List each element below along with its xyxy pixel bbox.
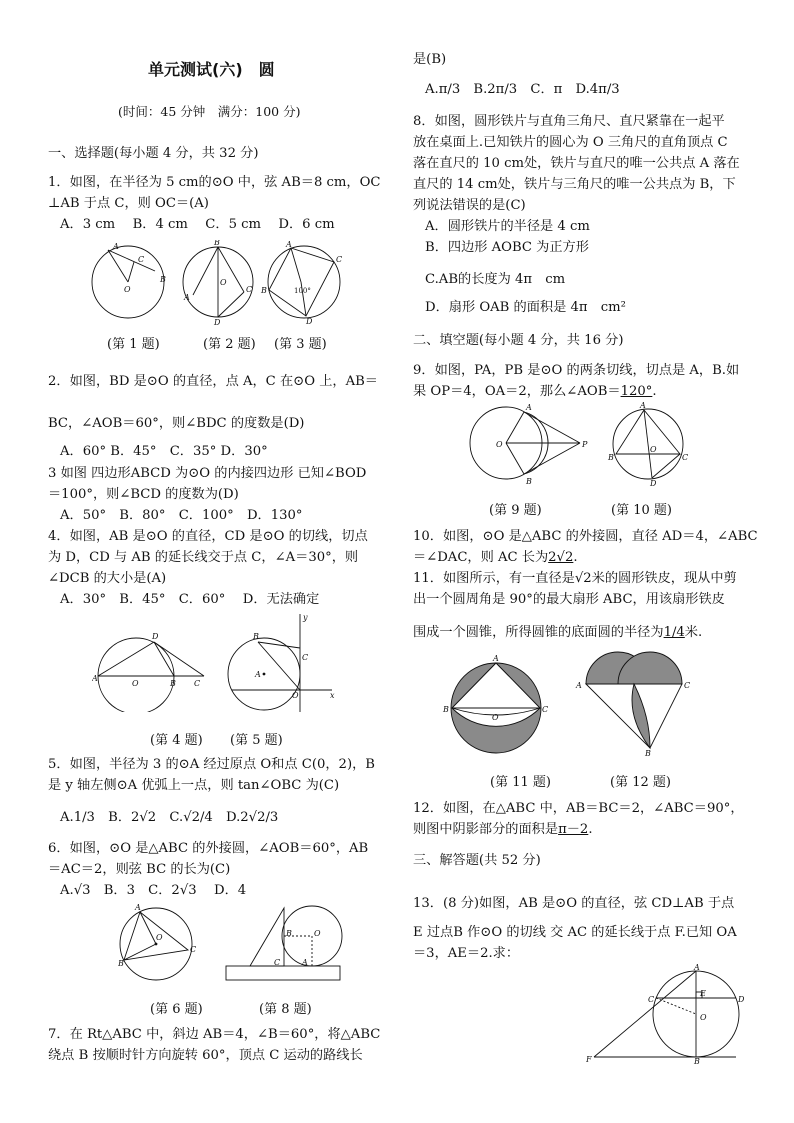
q3-line-2: ＝100°，则∠BCD 的度数为(D) xyxy=(48,487,239,502)
svg-text:O: O xyxy=(700,1013,707,1022)
svg-text:P: P xyxy=(582,440,588,449)
q9-line-1: 9．如图，PA，PB 是⊙O 的两条切线，切点是 A，B.如 xyxy=(413,363,740,378)
figure-3 xyxy=(268,246,343,318)
q9-end: . xyxy=(652,384,657,399)
q11-line-2: 出一个圆周角是 90°的最大扇形 ABC，用该扇形铁皮 xyxy=(413,592,725,607)
page-subtitle: (时间：45 分钟 满分：100 分) xyxy=(118,104,301,119)
svg-text:A: A xyxy=(286,240,292,249)
svg-text:A: A xyxy=(113,242,119,251)
q4-options: A．30° B．45° C．60° D．无法确定 xyxy=(60,592,320,607)
svg-text:D: D xyxy=(214,318,221,325)
svg-text:O: O xyxy=(496,440,503,449)
q8-line-4: 直尺的 14 cm处，铁片与三角尺的唯一公共点为 B，下 xyxy=(413,177,736,192)
svg-text:B: B xyxy=(443,705,449,714)
svg-text:O: O xyxy=(156,933,163,942)
caption-fig-11: (第 11 题) xyxy=(490,775,551,790)
q13-line-2: E 过点B 作⊙O 的切线 交 AC 的延长线于点 F.已知 OA xyxy=(413,925,737,940)
svg-text:E: E xyxy=(700,989,706,998)
section-heading-solve: 三、解答题(共 52 分) xyxy=(413,853,541,868)
q5-line-2: 是 y 轴左侧⊙A 优弧上一点，则 tan∠OBC 为(C) xyxy=(48,778,340,793)
q5-options: A.1/3 B．2√2 C.√2/4 D.2√2/3 xyxy=(60,810,279,825)
q3-options: A．50° B．80° C．100° D．130° xyxy=(60,508,303,523)
svg-text:O: O xyxy=(650,445,657,454)
svg-text:C: C xyxy=(190,945,197,954)
q6-line-1: 6．如图，⊙O 是△ABC 的外接圆，∠AOB＝60°，AB xyxy=(48,841,369,856)
svg-text:C: C xyxy=(302,653,309,662)
figure-11 xyxy=(451,663,541,753)
q9-answer: 120° xyxy=(620,384,653,399)
q4-line-3: ∠DCB 的大小是(A) xyxy=(48,571,167,586)
figure-9 xyxy=(470,407,580,479)
q10-line-2 xyxy=(413,550,578,566)
svg-text:C: C xyxy=(274,958,281,967)
svg-text:x: x xyxy=(330,691,335,700)
q1-line-2: ⊥AB 于点 C，则 OC＝(A) xyxy=(48,196,209,211)
svg-text:F: F xyxy=(586,1055,592,1064)
caption-fig-5: (第 5 题) xyxy=(230,733,283,748)
svg-text:B: B xyxy=(645,749,651,758)
figures-9-10 xyxy=(466,400,690,486)
svg-text:A: A xyxy=(135,903,141,912)
svg-text:B: B xyxy=(170,679,176,688)
q6-options: A.√3 B．3 C．2√3 D．4 xyxy=(60,883,247,898)
caption-fig-6: (第 6 题) xyxy=(150,1002,203,1017)
svg-text:B: B xyxy=(694,1057,700,1064)
q12-end: . xyxy=(588,822,593,837)
svg-text:O: O xyxy=(124,285,131,294)
q8-option-b: B．四边形 AOBC 为正方形 xyxy=(425,240,589,255)
figure-1 xyxy=(92,246,164,318)
svg-text:B: B xyxy=(526,477,532,486)
svg-text:B: B xyxy=(214,240,220,247)
svg-text:D: D xyxy=(738,995,745,1004)
svg-text:A: A xyxy=(92,674,98,683)
svg-text:A: A xyxy=(640,401,646,410)
q7-line-2: 绕点 B 按顺时针方向旋转 60°，顶点 C 运动的路线长 xyxy=(48,1048,363,1063)
svg-text:B: B xyxy=(608,453,614,462)
figure-5 xyxy=(228,614,332,712)
svg-text:C: C xyxy=(542,705,549,714)
figure-10 xyxy=(613,409,683,479)
q4-line-2: 为 D，CD 与 AB 的延长线交于点 C，∠A＝30°，则 xyxy=(48,550,359,565)
figure-13 xyxy=(586,962,756,1064)
svg-text:C: C xyxy=(336,255,343,264)
q10-line-1: 10．如图，⊙O 是△ABC 的外接圆，直径 AD＝4，∠ABC xyxy=(413,529,758,544)
figure-2 xyxy=(183,247,253,317)
figures-11-12 xyxy=(440,650,720,758)
q4-line-1: 4．如图，AB 是⊙O 的直径，CD 是⊙O 的切线，切点 xyxy=(48,529,368,544)
q10-end: . xyxy=(573,550,578,565)
q11-text: 围成一个圆锥，所得圆锥的底面圆的半径为 xyxy=(413,625,664,640)
q5-line-1: 5．如图，半径为 3 的⊙A 经过原点 O和点 C(0，2)，B xyxy=(48,757,375,772)
q11-line-3 xyxy=(413,625,702,641)
svg-text:A: A xyxy=(255,670,261,679)
svg-text:O: O xyxy=(492,713,499,722)
caption-fig-12: (第 12 题) xyxy=(610,775,671,790)
svg-text:B: B xyxy=(118,959,124,968)
q8-line-2: 放在桌面上.已知铁片的圆心为 O 三角尺的直角顶点 C xyxy=(413,135,728,150)
svg-text:A: A xyxy=(184,293,190,302)
q12-text: 则图中阴影部分的面积是 xyxy=(413,822,559,837)
q7-options: A.π/3 B.2π/3 C．π D.4π/3 xyxy=(425,82,620,97)
svg-text:C: C xyxy=(246,285,253,294)
caption-fig-1: (第 1 题) xyxy=(107,337,160,352)
svg-text:D: D xyxy=(650,479,657,486)
svg-text:C: C xyxy=(682,453,689,462)
q10-answer: 2√2 xyxy=(548,550,574,565)
svg-text:C: C xyxy=(194,679,201,688)
section-heading-fill: 二、填空题(每小题 4 分，共 16 分) xyxy=(413,333,624,348)
caption-fig-3: (第 3 题) xyxy=(274,337,327,352)
q11-end: 米. xyxy=(684,625,703,640)
q13-line-3: ＝3，AE＝2.求： xyxy=(413,946,520,961)
q8-option-d: D．扇形 OAB 的面积是 4π cm² xyxy=(425,300,626,315)
caption-fig-9: (第 9 题) xyxy=(489,503,542,518)
svg-text:A: A xyxy=(694,963,700,972)
caption-fig-8: (第 8 题) xyxy=(259,1002,312,1017)
q12-line-1: 12．如图，在△ABC 中，AB＝BC＝2，∠ABC＝90°， xyxy=(413,801,744,816)
q2-options: A．60° B．45° C．35° D．30° xyxy=(60,444,268,459)
svg-text:A: A xyxy=(576,681,582,690)
svg-text:C: C xyxy=(648,995,655,1004)
q1-options: A．3 cm B．4 cm C．5 cm D．6 cm xyxy=(60,217,335,232)
caption-fig-4: (第 4 题) xyxy=(150,733,203,748)
q2-line-2: BC，∠AOB＝60°，则∠BDC 的度数是(D) xyxy=(48,416,305,431)
svg-text:A: A xyxy=(526,403,532,412)
q10-text: ＝∠DAC，则 AC 长为 xyxy=(413,550,549,565)
q9-line-2 xyxy=(413,384,657,400)
q8-option-a: A．圆形铁片的半径是 4 cm xyxy=(425,219,590,234)
q11-answer: 1/4 xyxy=(663,625,685,640)
q8-option-c: C.AB的长度为 4π cm xyxy=(425,272,566,287)
figure-8 xyxy=(226,906,342,980)
caption-fig-10: (第 10 题) xyxy=(611,503,672,518)
q7-line-1: 7．在 Rt△ABC 中，斜边 AB＝4，∠B＝60°，将△ABC xyxy=(48,1027,381,1042)
q8-line-5: 列说法错误的是(C) xyxy=(413,198,526,213)
page-title: 单元测试(六) 圆 xyxy=(148,60,275,79)
svg-text:O: O xyxy=(132,679,139,688)
svg-text:O: O xyxy=(292,691,299,700)
svg-text:B: B xyxy=(160,275,166,284)
q9-text: 果 OP＝4，OA＝2，那么∠AOB＝ xyxy=(413,384,621,399)
q12-answer: π－2 xyxy=(558,822,589,837)
q7-answer: 是(B) xyxy=(413,52,447,67)
figures-1-2-3 xyxy=(86,240,350,325)
q11-line-1: 11．如图所示，有一直径是√2米的圆形铁皮，现从中剪 xyxy=(413,571,737,586)
q1-line-1: 1．如图，在半径为 5 cm的⊙O 中，弦 AB＝8 cm，OC xyxy=(48,175,381,190)
svg-text:C: C xyxy=(138,255,145,264)
section-heading-choice: 一、选择题(每小题 4 分，共 32 分) xyxy=(48,146,259,161)
figures-4-5 xyxy=(92,612,342,712)
figure-4 xyxy=(98,638,204,712)
figure-12 xyxy=(586,652,682,752)
svg-text:O: O xyxy=(314,929,321,938)
svg-text:y: y xyxy=(303,613,308,622)
q3-line-1: 3 如图 四边形ABCD 为⊙O 的内接四边形 已知∠BOD xyxy=(48,466,367,481)
q8-line-1: 8．如图，圆形铁片与直角三角尺、直尺紧靠在一起平 xyxy=(413,114,725,129)
svg-text:D: D xyxy=(152,632,159,641)
q2-line-1: 2．如图，BD 是⊙O 的直径，点 A，C 在⊙O 上，AB＝ xyxy=(48,374,378,389)
q13-line-1: 13．(8 分)如图，AB 是⊙O 的直径，弦 CD⊥AB 于点 xyxy=(413,896,735,911)
caption-fig-2: (第 2 题) xyxy=(203,337,256,352)
svg-text:A: A xyxy=(302,958,308,967)
svg-text:B: B xyxy=(253,632,259,641)
q6-line-2: ＝AC＝2，则弦 BC 的长为(C) xyxy=(48,862,231,877)
svg-text:D: D xyxy=(306,317,313,325)
figures-6-8 xyxy=(118,900,348,992)
svg-text:O: O xyxy=(220,278,227,287)
svg-text:B: B xyxy=(261,286,267,295)
svg-text:A: A xyxy=(493,654,499,663)
q12-line-2 xyxy=(413,822,593,838)
q8-line-3: 落在直尺的 10 cm处，铁片与直尺的唯一公共点 A 落在 xyxy=(413,156,740,171)
svg-text:B: B xyxy=(286,929,292,938)
svg-text:100°: 100° xyxy=(294,287,311,295)
svg-text:C: C xyxy=(684,681,691,690)
